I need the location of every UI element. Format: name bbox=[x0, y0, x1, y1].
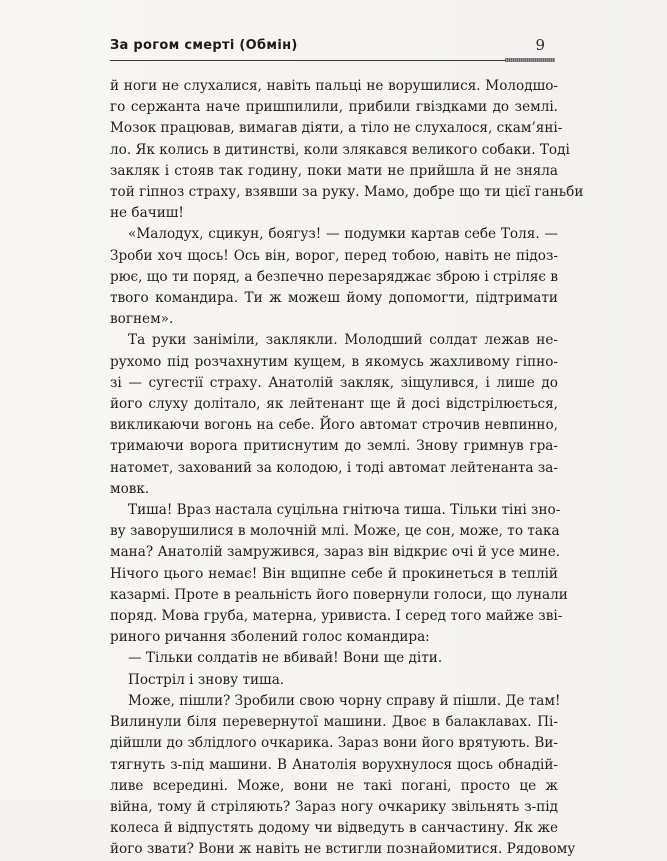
body-text bbox=[110, 76, 584, 861]
text-line: Зроби хоч щось! Ось він, ворог, перед тобою, навіть не підоз- bbox=[110, 247, 558, 264]
text-line: Постріл і знову тиша. bbox=[128, 671, 285, 688]
text-line: Нічого цього немає! Він вщипне себе й прокинеться в теплій bbox=[110, 565, 558, 582]
text-line: Та руки заніміли, заклякли. Молодший солдат лежав не- bbox=[128, 332, 558, 349]
text-line: дійшли до зблідлого очкарика. Зараз вони його врятують. Ви- bbox=[110, 735, 558, 752]
text-line: рухомо під розчахнутим кущем, в якомусь жахливому гіпно- bbox=[110, 353, 558, 370]
text-line: натомет, захований за колодою, і тоді автомат лейтенанта за- bbox=[110, 459, 558, 476]
text-line: викликаючи вогонь на себе. Його автомат строчив невпинно, bbox=[110, 417, 558, 434]
text-line: Мозок працював, вимагав діяти, а тіло не слухалося, скам’яні- bbox=[110, 120, 563, 137]
text-line: тягнуть з-під машини. В Анатолія ворухнулося щось обнадій- bbox=[110, 756, 558, 773]
header-rule-accent bbox=[505, 58, 555, 62]
text-line: колеса й відпустять додому чи відведуть в санчастину. Як же bbox=[110, 820, 558, 837]
text-line: той гіпноз страху, взявши за руку. Мамо, добре що ти цієї ганьби bbox=[110, 184, 584, 201]
text-line: риного ричання зболений голос командира: bbox=[110, 629, 430, 646]
text-line: казармі. Проте в реальність його повернули голоси, що лунали bbox=[110, 586, 568, 603]
text-line: мовк. bbox=[110, 480, 150, 497]
text-line: ву заворушилися в молочній млі. Може, це сон, може, то така bbox=[110, 523, 560, 540]
text-line: рює, що ти поряд, а безпечно перезаряджає зброю і стріляє в bbox=[110, 268, 558, 285]
text-line: мана? Анатолій замружився, зараз він відкриє очі й усе мине. bbox=[110, 544, 561, 561]
running-title: За рогом смерті (Обмін) bbox=[110, 38, 298, 53]
text-line: поряд. Мова груба, матерна, уривиста. І серед того майже зві- bbox=[110, 608, 563, 625]
text-line: його звати? Вони ж навіть не встигли познайомитися. Рядовому bbox=[110, 841, 576, 858]
text-line: — Тільки солдатів не вбивай! Вони ще діти. bbox=[128, 650, 443, 667]
text-line: його слуху долітало, як лейтенант ще й досі відстрілюється, bbox=[110, 396, 558, 413]
header-rule bbox=[110, 60, 555, 61]
page-number: 9 bbox=[535, 36, 545, 54]
text-line: «Малодух, сцикун, боягуз! — подумки картав себе Толя. — bbox=[128, 226, 558, 243]
text-line: закляк і стояв так годину, поки мати не прийшла й не зняла bbox=[110, 162, 558, 179]
text-line: війна, тому й стріляють? Зараз ногу очкарику звільнять з-під bbox=[110, 798, 558, 815]
text-line: Може, пішли? Зробили свою чорну справу й пішли. Де там! bbox=[128, 692, 561, 709]
text-line: ливе всередині. Може, вони не такі погані, просто це ж bbox=[110, 777, 558, 794]
text-line: Вилинули біля перевернутої машини. Двоє в балаклавах. Пі- bbox=[110, 714, 558, 731]
text-line: Тиша! Враз настала суцільна гнітюча тиша. Тільки тіні зно- bbox=[128, 502, 561, 519]
text-line: й ноги не слухалися, навіть пальці не ворушилися. Молодшо- bbox=[110, 78, 558, 94]
text-line: твого командира. Ти ж можеш йому допомогти, підтримати bbox=[110, 290, 558, 307]
text-line: ло. Як колись в дитинстві, коли злякався великого собаки. Тоді bbox=[110, 141, 570, 158]
text-line: зі — сугестії страху. Анатолій закляк, зіщулився, і лише до bbox=[110, 374, 558, 391]
page-header bbox=[110, 38, 555, 66]
text-line: тримаючи ворога притиснутим до землі. Знову гримнув гра- bbox=[110, 438, 558, 455]
text-line: вогнем». bbox=[110, 311, 174, 328]
text-line: го сержанта наче пришпилили, прибили гвіздками до землі. bbox=[110, 99, 558, 116]
text-line: не бачиш! bbox=[110, 205, 184, 222]
